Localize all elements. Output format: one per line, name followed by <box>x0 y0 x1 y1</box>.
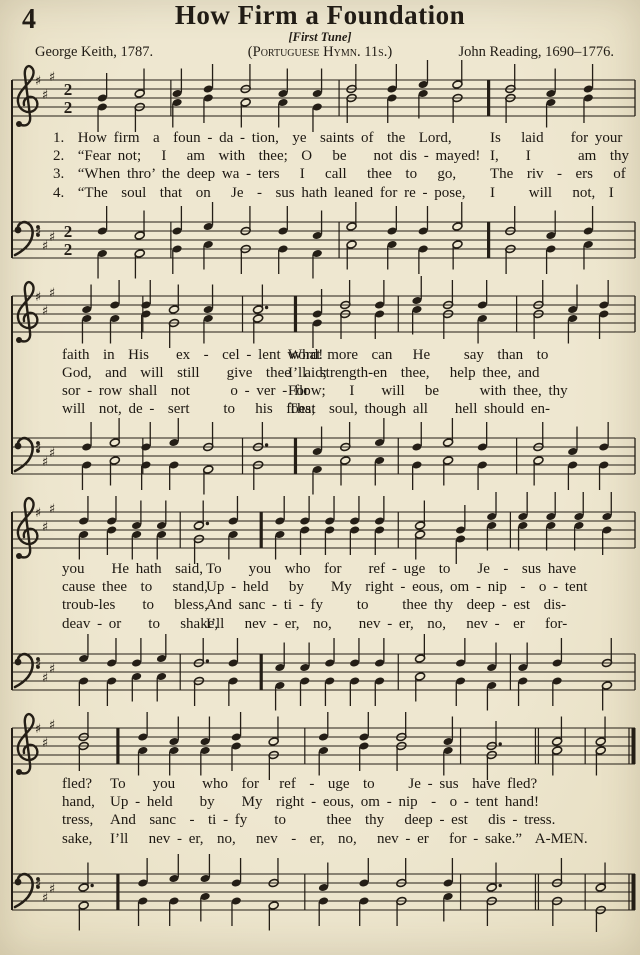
lyric-line <box>0 365 640 383</box>
lyric-segment: The riv - ers of <box>490 166 626 182</box>
svg-text:♯: ♯ <box>48 230 56 245</box>
svg-text:♯: ♯ <box>48 446 56 461</box>
lyric-line <box>0 812 640 830</box>
svg-text:♯: ♯ <box>34 74 42 89</box>
lyric-segment: troub-les to bless, <box>62 597 208 613</box>
svg-text:♯: ♯ <box>41 891 49 906</box>
author-credit: George Keith, 1787. <box>35 44 154 60</box>
svg-text:♯: ♯ <box>34 877 42 892</box>
lyric-segment: 3. “When thro’ the deep wa - ters I call thee to go, <box>53 166 457 182</box>
svg-text:2: 2 <box>63 80 73 99</box>
lyric-segment: Is laid for your <box>490 130 623 146</box>
lyric-segment: For I will be with thee, thy <box>288 383 568 399</box>
hymn-number: 4 <box>22 4 36 35</box>
treble-staff-system-4 <box>0 708 640 786</box>
svg-text:♯: ♯ <box>41 671 49 686</box>
lyric-line <box>0 776 640 794</box>
lyric-segment: you He hath said, <box>62 561 203 577</box>
lyric-segment: Up - held by My right - eous, om - nip - o - tent <box>206 579 588 595</box>
svg-text:♯: ♯ <box>34 225 42 240</box>
svg-text:♯: ♯ <box>48 286 56 301</box>
bass-staff-system-3 <box>0 634 640 712</box>
svg-text:♯: ♯ <box>48 70 56 85</box>
svg-text:2: 2 <box>63 240 73 259</box>
lyric-segment: sor - row shall not o - ver - flow; <box>62 383 326 399</box>
lyric-line <box>0 401 640 419</box>
svg-text:♯: ♯ <box>41 520 49 535</box>
lyric-segment: 4. “The soul that on Je - sus hath leaned for re - pose, <box>53 185 466 201</box>
svg-text:♯: ♯ <box>34 506 42 521</box>
attribution-row <box>0 44 640 60</box>
svg-text:♯: ♯ <box>34 722 42 737</box>
svg-text:♯: ♯ <box>41 239 49 254</box>
lyric-segment: To you who for ref - uge to Je - sus have <box>206 561 577 577</box>
bass-staff-system-4 <box>0 854 640 932</box>
lyric-segment: I’ll nev - er, no, nev - er, no, nev - er for - sake.” A-MEN. <box>110 831 588 847</box>
page-title: How Firm a Foundation <box>174 0 466 30</box>
lyric-line <box>0 831 640 849</box>
lyric-segment: God, and will still give thee aid; <box>62 365 327 381</box>
svg-text:♯: ♯ <box>41 455 49 470</box>
treble-staff-system-2 <box>0 276 640 354</box>
tune-name: (Portuguese Hymn. 11s.) <box>247 44 393 60</box>
svg-text:♯: ♯ <box>48 502 56 517</box>
lyric-segment: That soul, though all hell should en- <box>288 401 551 417</box>
lyric-segment: will not, de - sert to his foes; <box>62 401 316 417</box>
svg-text:♯: ♯ <box>48 718 56 733</box>
lyric-segment: 2. “Fear not; I am with thee; O be not dis - mayed! <box>53 148 481 164</box>
svg-text:♯: ♯ <box>48 662 56 677</box>
svg-text:♯: ♯ <box>34 657 42 672</box>
lyric-line <box>0 185 640 203</box>
svg-text:2: 2 <box>63 98 73 117</box>
lyric-segment: I, I am thy <box>490 148 629 164</box>
lyric-segment: What more can He say than to <box>288 347 549 363</box>
treble-staff-system-1 <box>0 60 640 138</box>
lyric-segment: cause thee to stand, <box>62 579 208 595</box>
lyric-segment: And sanc - ti - fy to thee thy deep - est dis- <box>206 597 567 613</box>
svg-text:♯: ♯ <box>34 290 42 305</box>
lyric-segment: hand, <box>62 794 95 810</box>
svg-text:♯: ♯ <box>48 882 56 897</box>
svg-text:♯: ♯ <box>34 441 42 456</box>
lyric-segment: sake, <box>62 831 93 847</box>
composer-credit: John Reading, 1690–1776. <box>458 44 614 60</box>
lyric-segment: To you who for ref - uge to Je - sus have fled? <box>110 776 538 792</box>
lyric-segment: tress, <box>62 812 94 828</box>
bass-staff-system-1 <box>0 202 640 280</box>
lyric-line <box>0 597 640 615</box>
lyric-segment: fled? <box>62 776 92 792</box>
lyric-segment: I’ll nev - er, no, nev - er, no, nev - er for- <box>206 616 568 632</box>
lyric-line <box>0 561 640 579</box>
lyric-line <box>0 166 640 184</box>
lyric-line <box>0 579 640 597</box>
lyric-segment: I’ll strength-en thee, help thee, and <box>288 365 540 381</box>
lyric-segment: Up - held by My right - eous, om - nip - o - tent hand! <box>110 794 540 810</box>
treble-staff-system-3 <box>0 492 640 570</box>
lyric-line <box>0 130 640 148</box>
lyric-segment: I will not, I <box>490 185 614 201</box>
tune-label: [First Tune] <box>288 30 352 44</box>
svg-text:♯: ♯ <box>41 736 49 751</box>
lyric-line <box>0 616 640 634</box>
lyric-line <box>0 148 640 166</box>
lyric-line <box>0 794 640 812</box>
lyric-segment: faith in His ex - cel - lent word! <box>62 347 324 363</box>
svg-text:♯: ♯ <box>41 304 49 319</box>
lyric-line <box>0 347 640 365</box>
svg-text:2: 2 <box>63 222 73 241</box>
lyric-segment: And sanc - ti - fy to thee thy deep - est dis - tress. <box>110 812 556 828</box>
lyric-line <box>0 383 640 401</box>
lyric-segment: 1. How firm a foun - da - tion, ye saints of the Lord, <box>53 130 452 146</box>
svg-text:♯: ♯ <box>41 88 49 103</box>
bass-staff-system-2 <box>0 418 640 496</box>
lyric-segment: deav - or to shake, <box>62 616 219 632</box>
